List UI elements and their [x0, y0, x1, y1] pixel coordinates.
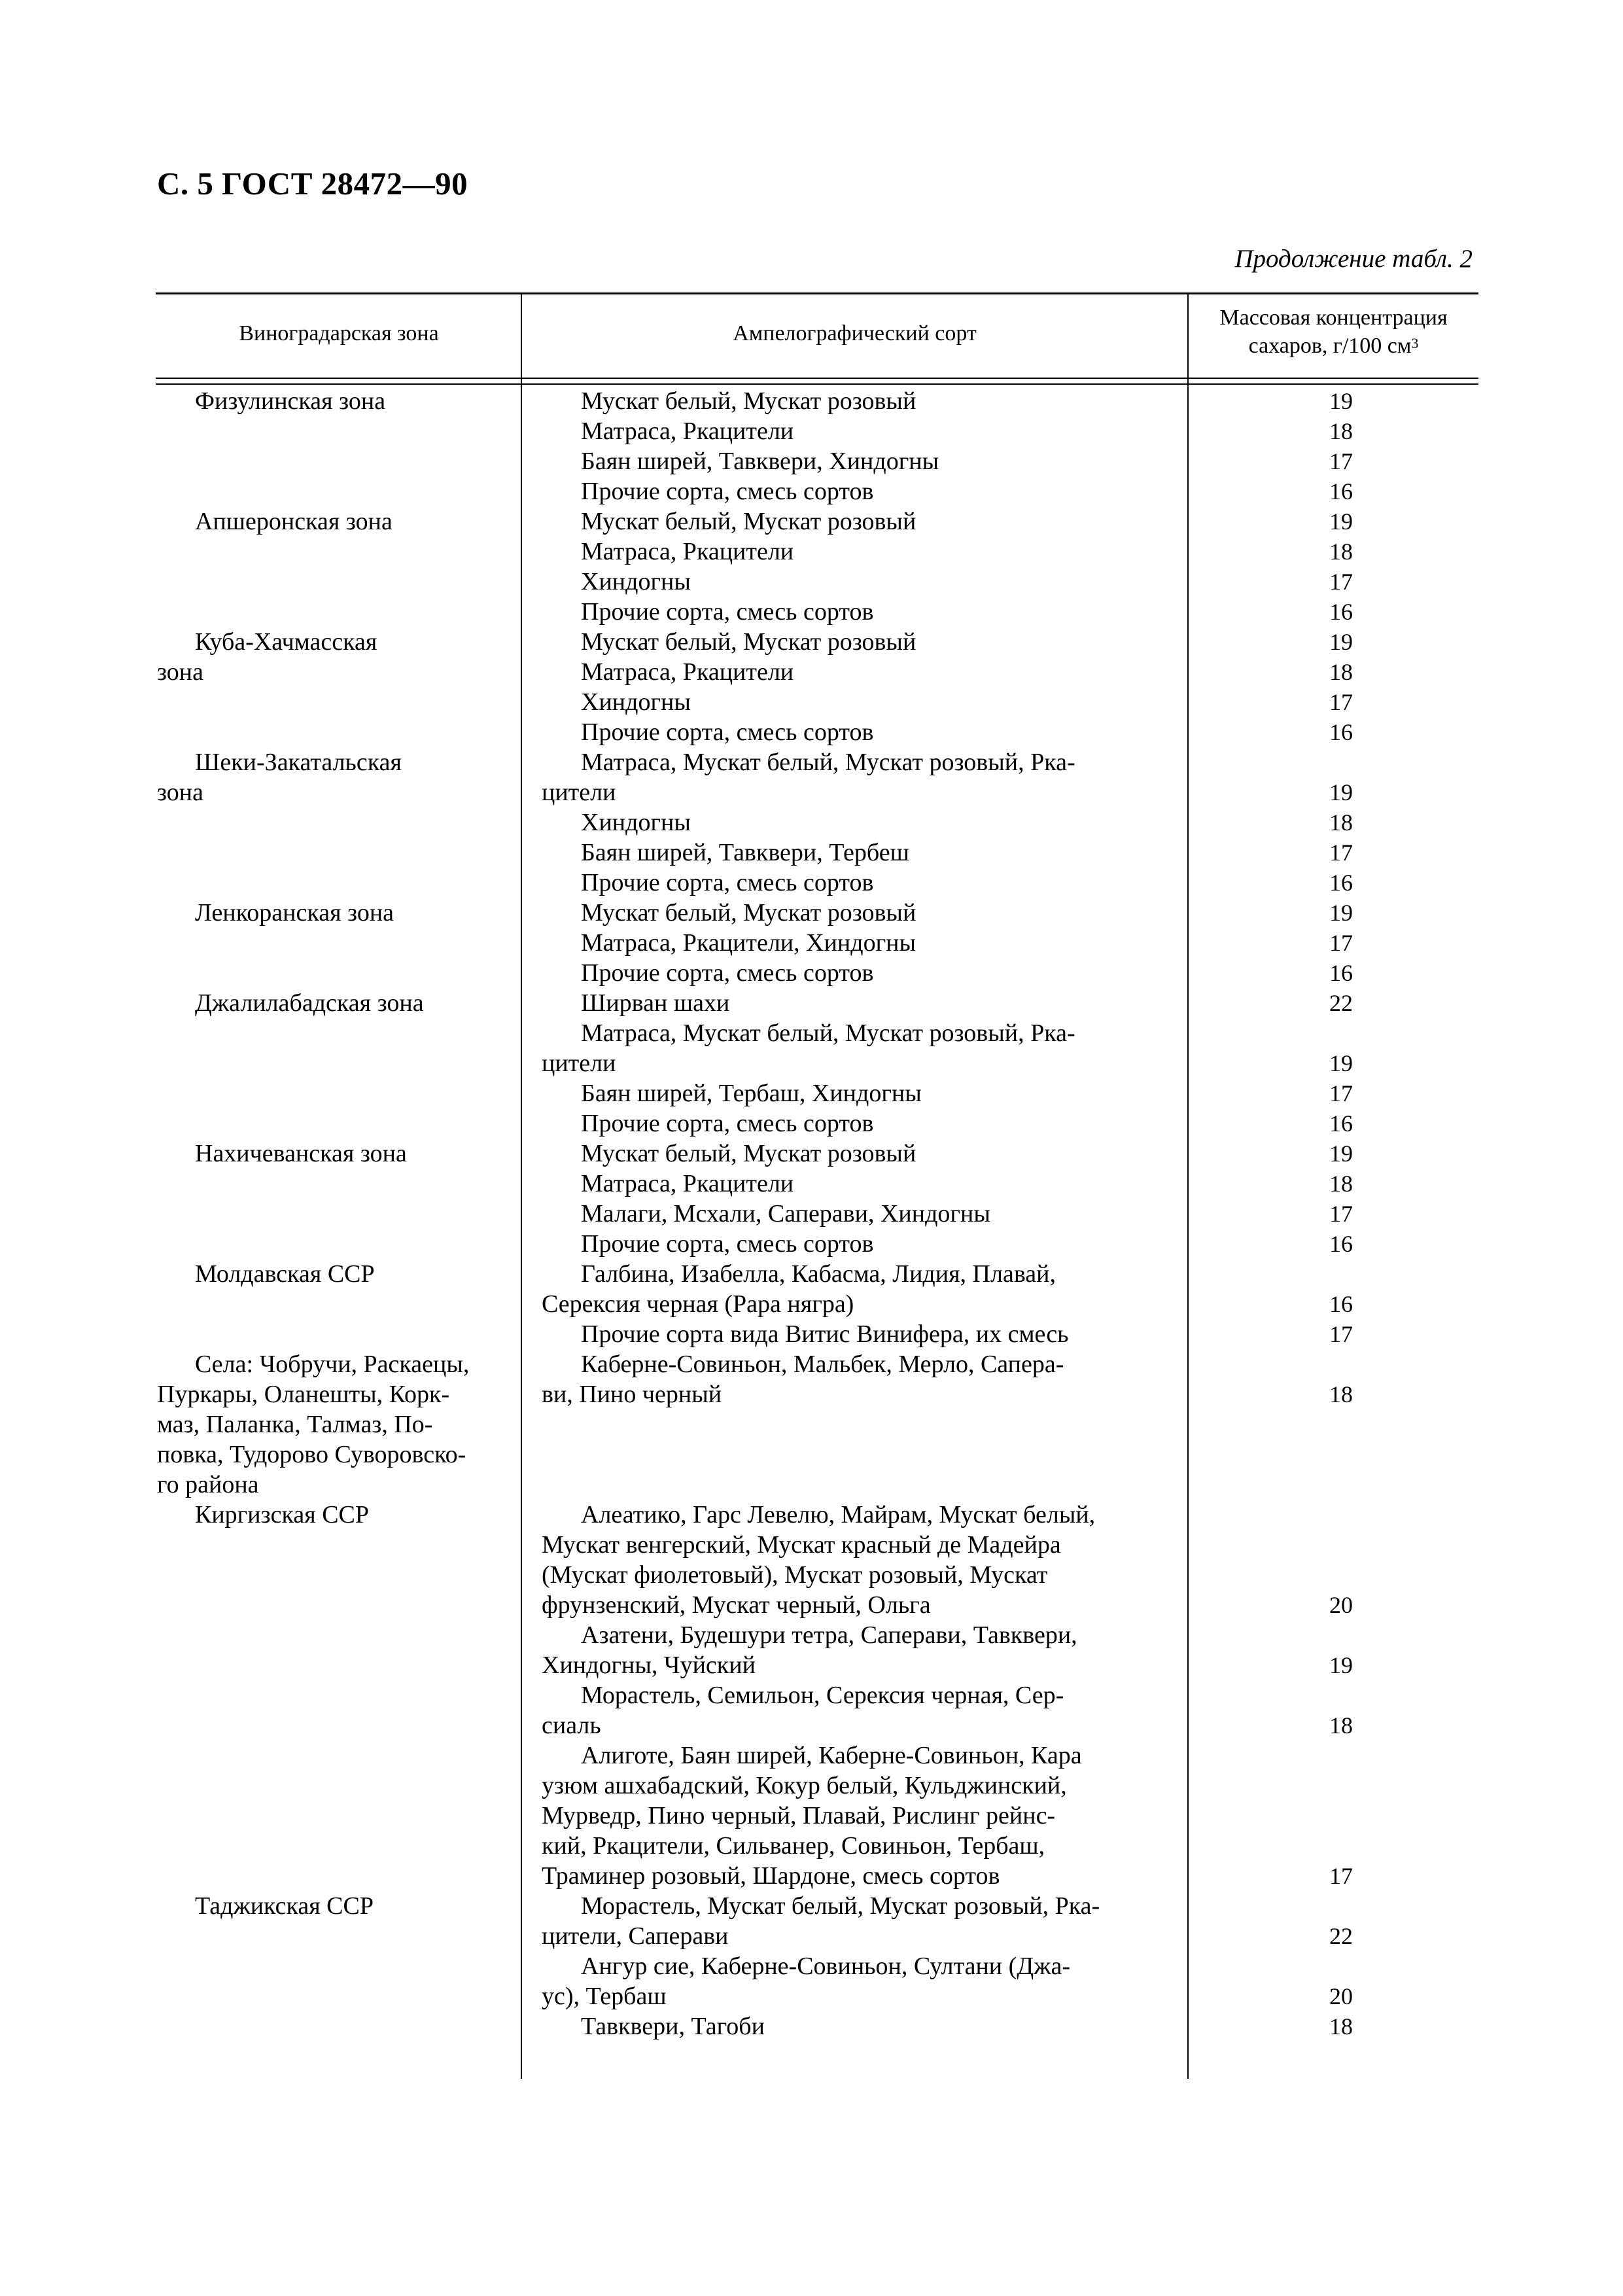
zone-line: го района — [157, 1471, 259, 1498]
page-header: С. 5 ГОСТ 28472—90 — [157, 166, 468, 202]
variety-line: Алеатико, Гарс Левелю, Майрам, Мускат белый, — [581, 1501, 1096, 1528]
header-concentration-line2 — [1189, 332, 1478, 360]
variety-line: Прочие сорта вида Витис Винифера, их смесь — [581, 1320, 1069, 1348]
concentration-value: 18 — [1329, 1712, 1353, 1739]
concentration-value: 19 — [1329, 900, 1353, 926]
variety-line: Морастель, Семильон, Серексия черная, Сер- — [581, 1682, 1064, 1709]
variety-line: (Мускат фиолетовый), Мускат розовый, Мускат — [542, 1561, 1048, 1589]
variety-line: Матраса, Мускат белый, Мускат розовый, Рка- — [581, 1019, 1075, 1047]
table-top-rule — [156, 292, 1478, 294]
variety-line: Баян ширей, Тавквери, Хиндогны — [581, 448, 939, 475]
column-divider-1 — [521, 294, 522, 2079]
column-divider-2 — [1187, 294, 1189, 2079]
variety-line: Мускат белый, Мускат розовый — [581, 387, 916, 415]
variety-line: Ширван шахи — [581, 989, 730, 1017]
variety-line: ви, Пино черный — [542, 1381, 722, 1408]
zone-line: Киргизская ССР — [195, 1501, 370, 1528]
variety-line: цители — [542, 1050, 616, 1077]
concentration-value: 16 — [1329, 478, 1353, 504]
concentration-value: 16 — [1329, 719, 1353, 745]
header-bottom-rule-1 — [156, 378, 1478, 379]
concentration-value: 19 — [1329, 388, 1353, 414]
concentration-value: 22 — [1329, 990, 1353, 1016]
concentration-value: 20 — [1329, 1983, 1353, 2009]
header-zone: Виноградарская зона — [239, 321, 439, 345]
variety-line: Прочие сорта, смесь сортов — [581, 718, 874, 746]
variety-line: Прочие сорта, смесь сортов — [581, 478, 874, 505]
zone-line: Куба-Хачмасская — [195, 628, 377, 656]
concentration-value: 17 — [1329, 1321, 1353, 1347]
header-concentration — [1189, 304, 1478, 360]
variety-line: Матраса, Ркацители — [581, 658, 794, 686]
variety-line: Серексия черная (Рара нягра) — [542, 1290, 854, 1318]
variety-line: Хиндогны — [581, 568, 691, 595]
concentration-value: 19 — [1329, 1050, 1353, 1076]
zone-line: Джалилабадская зона — [195, 989, 424, 1017]
zone-line: повка, Тудорово Суворовско- — [157, 1441, 466, 1468]
variety-line: узюм ашхабадский, Кокур белый, Кульджинский, — [542, 1772, 1067, 1799]
header-bottom-rule-2 — [156, 383, 1478, 385]
variety-line: Баян ширей, Тербаш, Хиндогны — [581, 1080, 922, 1107]
continuation-label: Продолжение табл. 2 — [1234, 245, 1473, 273]
variety-line: Галбина, Изабелла, Кабасма, Лидия, Плавай, — [581, 1260, 1056, 1288]
variety-line: Прочие сорта, смесь сортов — [581, 869, 874, 896]
concentration-value: 16 — [1329, 870, 1353, 896]
concentration-value: 18 — [1329, 539, 1353, 565]
header-variety: Ампелографический сорт — [733, 321, 977, 345]
zone-line: Шеки-Закатальская — [195, 749, 402, 776]
concentration-value: 17 — [1329, 1201, 1353, 1227]
variety-line: Алиготе, Баян ширей, Каберне-Совиньон, Кара — [581, 1742, 1082, 1769]
variety-line: Азатени, Будешури тетра, Саперави, Тавквери, — [581, 1621, 1077, 1649]
variety-line: Матраса, Ркацители — [581, 417, 794, 445]
concentration-value: 18 — [1329, 809, 1353, 836]
zone-line: зона — [157, 658, 203, 686]
concentration-value: 16 — [1329, 1110, 1353, 1137]
concentration-value: 22 — [1329, 1923, 1353, 1949]
header-concentration-sup: 3 — [1411, 335, 1419, 351]
concentration-value: 18 — [1329, 2013, 1353, 2040]
header-concentration-line1: Массовая концентрация — [1219, 306, 1448, 330]
zone-line: Молдавская ССР — [195, 1260, 375, 1288]
zone-line: Ленкоранская зона — [195, 899, 394, 927]
variety-line: цители, Саперави — [542, 1922, 729, 1950]
concentration-value: 19 — [1329, 1652, 1353, 1678]
concentration-value: 19 — [1329, 508, 1353, 535]
concentration-value: 17 — [1329, 839, 1353, 866]
concentration-value: 18 — [1329, 1171, 1353, 1197]
concentration-value: 17 — [1329, 689, 1353, 715]
variety-line: Матраса, Ркацители, Хиндогны — [581, 929, 916, 957]
concentration-value: 18 — [1329, 659, 1353, 685]
concentration-value: 18 — [1329, 1381, 1353, 1407]
concentration-value: 16 — [1329, 960, 1353, 986]
variety-line: Мускат белый, Мускат розовый — [581, 1140, 916, 1167]
concentration-value: 17 — [1329, 930, 1353, 956]
variety-line: Хиндогны — [581, 809, 691, 836]
variety-line: Прочие сорта, смесь сортов — [581, 1110, 874, 1137]
variety-line: Мурведр, Пино черный, Плавай, Рислинг рейнс- — [542, 1802, 1056, 1829]
variety-line: Мускат белый, Мускат розовый — [581, 508, 916, 535]
variety-line: Тавквери, Тагоби — [581, 2013, 765, 2040]
variety-line: Мускат белый, Мускат розовый — [581, 899, 916, 927]
zone-line: Таджикская ССР — [195, 1892, 374, 1920]
variety-line: Каберне-Совиньон, Мальбек, Мерло, Сапера- — [581, 1351, 1064, 1378]
variety-line: сиаль — [542, 1712, 601, 1739]
concentration-value: 16 — [1329, 1231, 1353, 1257]
concentration-value: 17 — [1329, 1863, 1353, 1889]
concentration-value: 17 — [1329, 569, 1353, 595]
variety-line: Матраса, Ркацители — [581, 1170, 794, 1197]
zone-line: Физулинская зона — [195, 387, 386, 415]
variety-line: Хиндогны, Чуйский — [542, 1651, 756, 1679]
variety-line: Матраса, Ркацители — [581, 538, 794, 565]
variety-line: Ангур сие, Каберне-Совиньон, Султани (Джа- — [581, 1952, 1070, 1980]
zone-line: Нахичеванская зона — [195, 1140, 407, 1167]
variety-line: Малаги, Мсхали, Саперави, Хиндогны — [581, 1200, 990, 1227]
concentration-value: 17 — [1329, 1080, 1353, 1106]
zone-line: зона — [157, 779, 203, 806]
variety-line: Мускат белый, Мускат розовый — [581, 628, 916, 656]
concentration-value: 18 — [1329, 418, 1353, 444]
variety-line: Прочие сорта, смесь сортов — [581, 598, 874, 626]
variety-line: Хиндогны — [581, 688, 691, 716]
variety-line: Мускат венгерский, Мускат красный де Мадейра — [542, 1531, 1061, 1559]
variety-line: Прочие сорта, смесь сортов — [581, 1230, 874, 1258]
variety-line: цители — [542, 779, 616, 806]
variety-line: Прочие сорта, смесь сортов — [581, 959, 874, 987]
variety-line: Матраса, Мускат белый, Мускат розовый, Рка- — [581, 749, 1075, 776]
variety-line: Баян ширей, Тавквери, Тербеш — [581, 839, 909, 866]
variety-line: фрунзенский, Мускат черный, Ольга — [542, 1591, 931, 1619]
zone-line: Апшеронская зона — [195, 508, 393, 535]
variety-line: Траминер розовый, Шардоне, смесь сортов — [542, 1862, 1000, 1890]
concentration-value: 17 — [1329, 448, 1353, 474]
variety-line: ус), Тербаш — [542, 1983, 667, 2010]
variety-line: Морастель, Мускат белый, Мускат розовый, Рка- — [581, 1892, 1100, 1920]
zone-line: Пуркары, Оланешты, Корк- — [157, 1381, 450, 1408]
zone-line: маз, Паланка, Талмаз, По- — [157, 1411, 433, 1438]
concentration-value: 16 — [1329, 1291, 1353, 1317]
concentration-value: 19 — [1329, 1140, 1353, 1167]
concentration-value: 20 — [1329, 1592, 1353, 1618]
variety-line: кий, Ркацители, Сильванер, Совиньон, Тербаш, — [542, 1832, 1045, 1860]
concentration-value: 16 — [1329, 599, 1353, 625]
zone-line: Села: Чобручи, Раскаецы, — [195, 1351, 470, 1378]
concentration-value: 19 — [1329, 779, 1353, 805]
header-concentration-unit: сахаров, г/100 см — [1248, 334, 1412, 358]
concentration-value: 19 — [1329, 629, 1353, 655]
